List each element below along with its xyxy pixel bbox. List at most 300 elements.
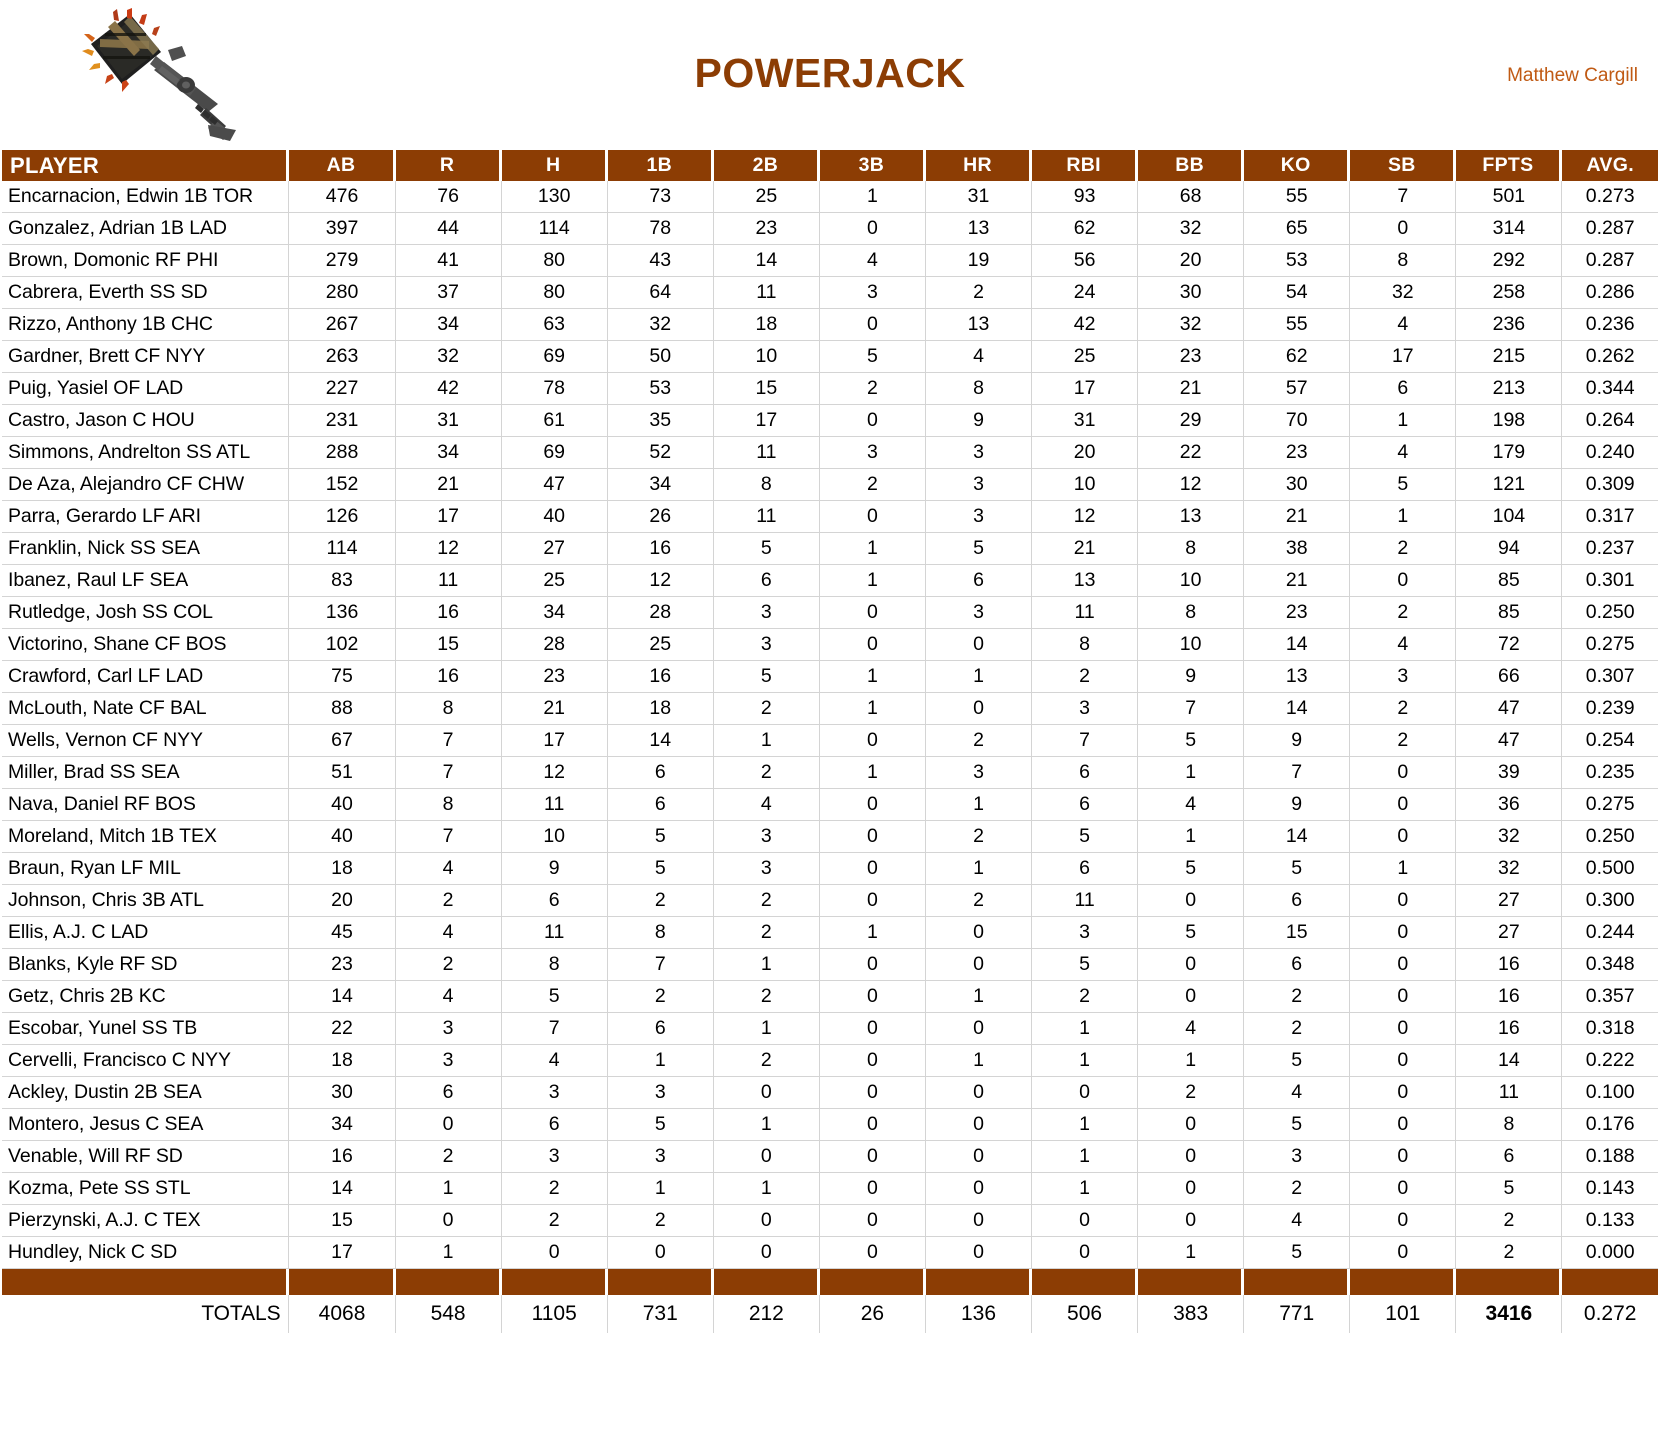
stat-cell-avg: 0.357 (1562, 981, 1658, 1013)
stat-cell-h: 80 (502, 277, 608, 309)
stat-cell-sb: 0 (1350, 565, 1456, 597)
table-row (2, 1237, 1658, 1269)
stat-cell-ko: 15 (1244, 917, 1350, 949)
table-row (2, 629, 1658, 661)
player-name-cell: Brown, Domonic RF PHI (2, 245, 289, 277)
stat-cell-bb: 30 (1138, 277, 1244, 309)
stat-cell-ko: 54 (1244, 277, 1350, 309)
table-row (2, 949, 1658, 981)
stat-cell-hr: 0 (926, 1141, 1032, 1173)
stat-cell-rbi: 20 (1032, 437, 1138, 469)
separator-cell (1244, 1269, 1350, 1295)
stat-cell-ko: 55 (1244, 181, 1350, 213)
stat-cell-fpts: 85 (1456, 565, 1562, 597)
stat-cell-ko: 5 (1244, 1237, 1350, 1269)
stat-cell-ko: 6 (1244, 949, 1350, 981)
stat-cell-2b: 2 (714, 693, 820, 725)
stat-cell-sb: 7 (1350, 181, 1456, 213)
stat-cell-1b: 12 (608, 565, 714, 597)
stat-cell-2b: 11 (714, 437, 820, 469)
stat-cell-ko: 30 (1244, 469, 1350, 501)
player-name-cell: Gonzalez, Adrian 1B LAD (2, 213, 289, 245)
stat-cell-2b: 0 (714, 1077, 820, 1109)
stat-cell-avg: 0.000 (1562, 1237, 1658, 1269)
separator-cell (396, 1269, 502, 1295)
stat-cell-bb: 8 (1138, 533, 1244, 565)
stat-cell-3b: 0 (820, 1109, 926, 1141)
stat-cell-ab: 34 (289, 1109, 395, 1141)
stat-cell-fpts: 32 (1456, 821, 1562, 853)
stat-cell-ab: 263 (289, 341, 395, 373)
stat-cell-1b: 64 (608, 277, 714, 309)
column-header-h[interactable]: H (502, 150, 608, 181)
stat-cell-avg: 0.133 (1562, 1205, 1658, 1237)
stat-cell-rbi: 10 (1032, 469, 1138, 501)
stat-cell-r: 34 (396, 437, 502, 469)
stat-cell-1b: 52 (608, 437, 714, 469)
stat-cell-3b: 1 (820, 181, 926, 213)
stat-cell-3b: 3 (820, 437, 926, 469)
player-name-cell: Getz, Chris 2B KC (2, 981, 289, 1013)
totals-cell-2b: 212 (714, 1295, 820, 1333)
stat-cell-bb: 32 (1138, 309, 1244, 341)
totals-cell-sb: 101 (1350, 1295, 1456, 1333)
stat-cell-sb: 0 (1350, 1173, 1456, 1205)
stat-cell-bb: 68 (1138, 181, 1244, 213)
stat-cell-2b: 1 (714, 725, 820, 757)
stat-cell-r: 15 (396, 629, 502, 661)
stat-cell-1b: 26 (608, 501, 714, 533)
totals-cell-hr: 136 (926, 1295, 1032, 1333)
stat-cell-rbi: 1 (1032, 1109, 1138, 1141)
stat-cell-2b: 1 (714, 1109, 820, 1141)
separator-cell (1138, 1269, 1244, 1295)
stat-cell-hr: 3 (926, 469, 1032, 501)
totals-cell-fpts: 3416 (1456, 1295, 1562, 1333)
stat-cell-sb: 0 (1350, 1077, 1456, 1109)
totals-cell-3b: 26 (820, 1295, 926, 1333)
table-row (2, 1013, 1658, 1045)
player-name-cell: De Aza, Alejandro CF CHW (2, 469, 289, 501)
stat-cell-rbi: 56 (1032, 245, 1138, 277)
stat-cell-rbi: 0 (1032, 1077, 1138, 1109)
stat-cell-r: 6 (396, 1077, 502, 1109)
table-row (2, 213, 1658, 245)
stat-cell-1b: 16 (608, 661, 714, 693)
stat-cell-2b: 18 (714, 309, 820, 341)
stat-cell-1b: 1 (608, 1173, 714, 1205)
player-name-cell: Braun, Ryan LF MIL (2, 853, 289, 885)
column-header-ab[interactable]: AB (289, 150, 395, 181)
stat-cell-1b: 16 (608, 533, 714, 565)
stat-cell-hr: 4 (926, 341, 1032, 373)
stat-cell-bb: 9 (1138, 661, 1244, 693)
stat-cell-1b: 6 (608, 1013, 714, 1045)
stat-cell-hr: 0 (926, 917, 1032, 949)
stat-cell-ko: 23 (1244, 437, 1350, 469)
stat-cell-3b: 1 (820, 693, 926, 725)
stat-cell-r: 3 (396, 1013, 502, 1045)
stat-cell-ab: 136 (289, 597, 395, 629)
column-header-bb[interactable]: BB (1138, 150, 1244, 181)
stat-cell-bb: 0 (1138, 949, 1244, 981)
stat-cell-fpts: 16 (1456, 1013, 1562, 1045)
stat-cell-fpts: 215 (1456, 341, 1562, 373)
stat-cell-3b: 0 (820, 821, 926, 853)
stat-cell-r: 2 (396, 885, 502, 917)
team-owner-name: Matthew Cargill (1507, 65, 1638, 86)
stat-cell-sb: 2 (1350, 725, 1456, 757)
stat-cell-r: 4 (396, 981, 502, 1013)
stat-cell-hr: 3 (926, 501, 1032, 533)
player-name-cell: Simmons, Andrelton SS ATL (2, 437, 289, 469)
stat-cell-2b: 14 (714, 245, 820, 277)
stat-cell-h: 2 (502, 1205, 608, 1237)
stat-cell-1b: 2 (608, 885, 714, 917)
stat-cell-avg: 0.287 (1562, 213, 1658, 245)
stat-cell-ab: 51 (289, 757, 395, 789)
stat-cell-1b: 5 (608, 853, 714, 885)
stat-cell-1b: 53 (608, 373, 714, 405)
stat-cell-ab: 231 (289, 405, 395, 437)
totals-cell-rbi: 506 (1032, 1295, 1138, 1333)
stat-cell-h: 17 (502, 725, 608, 757)
separator-cell (2, 1269, 289, 1295)
separator-cell (820, 1269, 926, 1295)
player-name-cell: Kozma, Pete SS STL (2, 1173, 289, 1205)
column-header-avg[interactable]: AVG. (1562, 150, 1658, 181)
stat-cell-3b: 5 (820, 341, 926, 373)
stat-cell-h: 69 (502, 341, 608, 373)
player-name-cell: Crawford, Carl LF LAD (2, 661, 289, 693)
stat-cell-3b: 0 (820, 405, 926, 437)
stat-cell-3b: 0 (820, 629, 926, 661)
table-header-row (2, 150, 1658, 181)
stat-cell-2b: 23 (714, 213, 820, 245)
totals-row (2, 1295, 1658, 1333)
table-row (2, 821, 1658, 853)
stat-cell-rbi: 11 (1032, 597, 1138, 629)
column-header-player[interactable]: PLAYER (2, 150, 289, 181)
stat-cell-hr: 2 (926, 885, 1032, 917)
stat-cell-hr: 0 (926, 629, 1032, 661)
stat-cell-2b: 5 (714, 661, 820, 693)
stat-cell-fpts: 213 (1456, 373, 1562, 405)
stat-cell-bb: 21 (1138, 373, 1244, 405)
stat-cell-sb: 0 (1350, 757, 1456, 789)
stat-cell-fpts: 6 (1456, 1141, 1562, 1173)
stat-cell-bb: 1 (1138, 757, 1244, 789)
player-name-cell: Rizzo, Anthony 1B CHC (2, 309, 289, 341)
separator-cell (608, 1269, 714, 1295)
stat-cell-avg: 0.240 (1562, 437, 1658, 469)
column-header-rbi[interactable]: RBI (1032, 150, 1138, 181)
stat-cell-3b: 0 (820, 597, 926, 629)
table-row (2, 309, 1658, 341)
stat-cell-sb: 0 (1350, 1141, 1456, 1173)
stat-cell-rbi: 42 (1032, 309, 1138, 341)
stat-cell-rbi: 25 (1032, 341, 1138, 373)
player-name-cell: Victorino, Shane CF BOS (2, 629, 289, 661)
stat-cell-rbi: 24 (1032, 277, 1138, 309)
stat-cell-fpts: 39 (1456, 757, 1562, 789)
stat-cell-r: 16 (396, 597, 502, 629)
stat-cell-avg: 0.287 (1562, 245, 1658, 277)
stat-cell-ab: 75 (289, 661, 395, 693)
stat-cell-ab: 102 (289, 629, 395, 661)
table-row (2, 1173, 1658, 1205)
player-name-cell: Pierzynski, A.J. C TEX (2, 1205, 289, 1237)
stat-cell-avg: 0.273 (1562, 181, 1658, 213)
stat-cell-h: 2 (502, 1173, 608, 1205)
stat-cell-avg: 0.318 (1562, 1013, 1658, 1045)
column-header-sb[interactable]: SB (1350, 150, 1456, 181)
stat-cell-3b: 0 (820, 885, 926, 917)
stat-cell-fpts: 198 (1456, 405, 1562, 437)
stat-cell-r: 12 (396, 533, 502, 565)
stat-cell-h: 11 (502, 789, 608, 821)
stat-cell-fpts: 179 (1456, 437, 1562, 469)
stat-cell-hr: 2 (926, 725, 1032, 757)
stat-cell-bb: 0 (1138, 981, 1244, 1013)
stat-cell-ab: 267 (289, 309, 395, 341)
player-name-cell: Johnson, Chris 3B ATL (2, 885, 289, 917)
player-name-cell: Gardner, Brett CF NYY (2, 341, 289, 373)
stat-cell-rbi: 12 (1032, 501, 1138, 533)
stat-cell-bb: 0 (1138, 1141, 1244, 1173)
stat-cell-3b: 0 (820, 1141, 926, 1173)
stat-cell-1b: 25 (608, 629, 714, 661)
stat-cell-3b: 0 (820, 1077, 926, 1109)
stat-cell-hr: 0 (926, 1077, 1032, 1109)
column-header-r[interactable]: R (396, 150, 502, 181)
stat-cell-fpts: 16 (1456, 949, 1562, 981)
stat-cell-ko: 4 (1244, 1205, 1350, 1237)
totals-label: TOTALS (2, 1295, 289, 1333)
stat-cell-avg: 0.344 (1562, 373, 1658, 405)
stat-cell-1b: 50 (608, 341, 714, 373)
stat-cell-avg: 0.222 (1562, 1045, 1658, 1077)
player-name-cell: Montero, Jesus C SEA (2, 1109, 289, 1141)
stat-cell-hr: 3 (926, 437, 1032, 469)
stat-cell-2b: 1 (714, 949, 820, 981)
totals-cell-1b: 731 (608, 1295, 714, 1333)
stat-cell-sb: 32 (1350, 277, 1456, 309)
stat-cell-3b: 1 (820, 533, 926, 565)
stat-cell-1b: 28 (608, 597, 714, 629)
stat-cell-2b: 3 (714, 629, 820, 661)
stat-cell-3b: 2 (820, 469, 926, 501)
stat-cell-hr: 13 (926, 213, 1032, 245)
column-header-2b[interactable]: 2B (714, 150, 820, 181)
stat-cell-bb: 5 (1138, 725, 1244, 757)
stat-cell-sb: 2 (1350, 533, 1456, 565)
stat-cell-rbi: 7 (1032, 725, 1138, 757)
table-row (2, 565, 1658, 597)
column-header-fpts[interactable]: FPTS (1456, 150, 1562, 181)
stat-cell-h: 78 (502, 373, 608, 405)
stat-cell-avg: 0.262 (1562, 341, 1658, 373)
stat-cell-avg: 0.300 (1562, 885, 1658, 917)
stat-cell-hr: 1 (926, 1045, 1032, 1077)
stat-cell-2b: 0 (714, 1237, 820, 1269)
stat-cell-2b: 5 (714, 533, 820, 565)
stat-cell-hr: 3 (926, 597, 1032, 629)
stat-cell-avg: 0.254 (1562, 725, 1658, 757)
stat-cell-bb: 10 (1138, 565, 1244, 597)
stat-cell-bb: 0 (1138, 1109, 1244, 1141)
stat-cell-sb: 4 (1350, 629, 1456, 661)
stat-cell-h: 28 (502, 629, 608, 661)
separator-cell (502, 1269, 608, 1295)
stat-cell-h: 27 (502, 533, 608, 565)
player-name-cell: Puig, Yasiel OF LAD (2, 373, 289, 405)
stat-cell-avg: 0.188 (1562, 1141, 1658, 1173)
stat-cell-1b: 3 (608, 1141, 714, 1173)
stat-cell-rbi: 0 (1032, 1205, 1138, 1237)
stat-cell-avg: 0.143 (1562, 1173, 1658, 1205)
totals-cell-bb: 383 (1138, 1295, 1244, 1333)
stat-cell-2b: 2 (714, 757, 820, 789)
stat-cell-hr: 6 (926, 565, 1032, 597)
stat-cell-rbi: 2 (1032, 661, 1138, 693)
stat-cell-fpts: 501 (1456, 181, 1562, 213)
stat-cell-h: 69 (502, 437, 608, 469)
stat-cell-ko: 21 (1244, 565, 1350, 597)
stat-cell-bb: 2 (1138, 1077, 1244, 1109)
stat-cell-ab: 67 (289, 725, 395, 757)
stat-cell-h: 7 (502, 1013, 608, 1045)
stat-cell-ab: 40 (289, 789, 395, 821)
stat-cell-fpts: 47 (1456, 725, 1562, 757)
stat-cell-ko: 14 (1244, 629, 1350, 661)
player-name-cell: Encarnacion, Edwin 1B TOR (2, 181, 289, 213)
column-header-3b[interactable]: 3B (820, 150, 926, 181)
stat-cell-ab: 279 (289, 245, 395, 277)
table-row (2, 245, 1658, 277)
table-row (2, 277, 1658, 309)
stat-cell-bb: 12 (1138, 469, 1244, 501)
stat-cell-fpts: 94 (1456, 533, 1562, 565)
stat-cell-r: 7 (396, 725, 502, 757)
table-row (2, 693, 1658, 725)
table-row (2, 789, 1658, 821)
stat-cell-sb: 1 (1350, 501, 1456, 533)
stat-cell-2b: 3 (714, 597, 820, 629)
stat-cell-rbi: 62 (1032, 213, 1138, 245)
stat-cell-1b: 6 (608, 789, 714, 821)
stat-cell-3b: 1 (820, 565, 926, 597)
separator-cell (289, 1269, 395, 1295)
stat-cell-h: 6 (502, 885, 608, 917)
stat-cell-rbi: 5 (1032, 949, 1138, 981)
player-name-cell: Ibanez, Raul LF SEA (2, 565, 289, 597)
stat-cell-avg: 0.239 (1562, 693, 1658, 725)
stat-cell-2b: 6 (714, 565, 820, 597)
stat-cell-hr: 0 (926, 1237, 1032, 1269)
stat-cell-hr: 0 (926, 949, 1032, 981)
stat-cell-h: 25 (502, 565, 608, 597)
stat-cell-sb: 0 (1350, 213, 1456, 245)
stat-cell-rbi: 93 (1032, 181, 1138, 213)
stat-cell-hr: 0 (926, 1173, 1032, 1205)
stat-cell-avg: 0.236 (1562, 309, 1658, 341)
stat-cell-h: 11 (502, 917, 608, 949)
stat-cell-1b: 32 (608, 309, 714, 341)
stat-cell-3b: 0 (820, 1045, 926, 1077)
stat-cell-r: 21 (396, 469, 502, 501)
stat-cell-sb: 6 (1350, 373, 1456, 405)
stat-cell-3b: 0 (820, 1173, 926, 1205)
stat-cell-r: 37 (396, 277, 502, 309)
column-header-1b[interactable]: 1B (608, 150, 714, 181)
stat-cell-r: 1 (396, 1173, 502, 1205)
player-name-cell: Nava, Daniel RF BOS (2, 789, 289, 821)
stat-cell-sb: 0 (1350, 1109, 1456, 1141)
stat-cell-ab: 14 (289, 981, 395, 1013)
stat-cell-ko: 5 (1244, 853, 1350, 885)
stat-cell-sb: 4 (1350, 309, 1456, 341)
stat-cell-fpts: 258 (1456, 277, 1562, 309)
stat-cell-h: 3 (502, 1077, 608, 1109)
totals-cell-ab: 4068 (289, 1295, 395, 1333)
stat-cell-1b: 8 (608, 917, 714, 949)
stat-cell-avg: 0.244 (1562, 917, 1658, 949)
table-row (2, 181, 1658, 213)
stat-cell-1b: 1 (608, 1045, 714, 1077)
stat-cell-h: 80 (502, 245, 608, 277)
stat-cell-h: 130 (502, 181, 608, 213)
stat-cell-h: 8 (502, 949, 608, 981)
table-row (2, 597, 1658, 629)
stat-cell-2b: 10 (714, 341, 820, 373)
separator-cell (1032, 1269, 1138, 1295)
stat-cell-ko: 65 (1244, 213, 1350, 245)
stat-cell-h: 61 (502, 405, 608, 437)
player-name-cell: Moreland, Mitch 1B TEX (2, 821, 289, 853)
stat-cell-h: 0 (502, 1237, 608, 1269)
stat-cell-fpts: 72 (1456, 629, 1562, 661)
stat-cell-ko: 2 (1244, 981, 1350, 1013)
stat-cell-ab: 280 (289, 277, 395, 309)
stat-cell-fpts: 85 (1456, 597, 1562, 629)
table-row (2, 885, 1658, 917)
stat-cell-ab: 23 (289, 949, 395, 981)
stat-cell-ab: 288 (289, 437, 395, 469)
stat-cell-avg: 0.286 (1562, 277, 1658, 309)
stat-cell-2b: 8 (714, 469, 820, 501)
column-header-hr[interactable]: HR (926, 150, 1032, 181)
player-name-cell: Parra, Gerardo LF ARI (2, 501, 289, 533)
table-row (2, 1077, 1658, 1109)
stat-cell-fpts: 27 (1456, 885, 1562, 917)
stat-cell-ko: 3 (1244, 1141, 1350, 1173)
stat-cell-3b: 0 (820, 309, 926, 341)
stat-cell-3b: 0 (820, 501, 926, 533)
stat-cell-r: 7 (396, 821, 502, 853)
stat-cell-bb: 0 (1138, 1173, 1244, 1205)
column-header-ko[interactable]: KO (1244, 150, 1350, 181)
stat-cell-sb: 0 (1350, 1013, 1456, 1045)
stat-cell-rbi: 31 (1032, 405, 1138, 437)
separator-cell (714, 1269, 820, 1295)
stat-cell-rbi: 3 (1032, 693, 1138, 725)
stat-cell-fpts: 16 (1456, 981, 1562, 1013)
stat-cell-ab: 20 (289, 885, 395, 917)
stat-cell-bb: 20 (1138, 245, 1244, 277)
table-body (2, 181, 1658, 1333)
table-row (2, 981, 1658, 1013)
